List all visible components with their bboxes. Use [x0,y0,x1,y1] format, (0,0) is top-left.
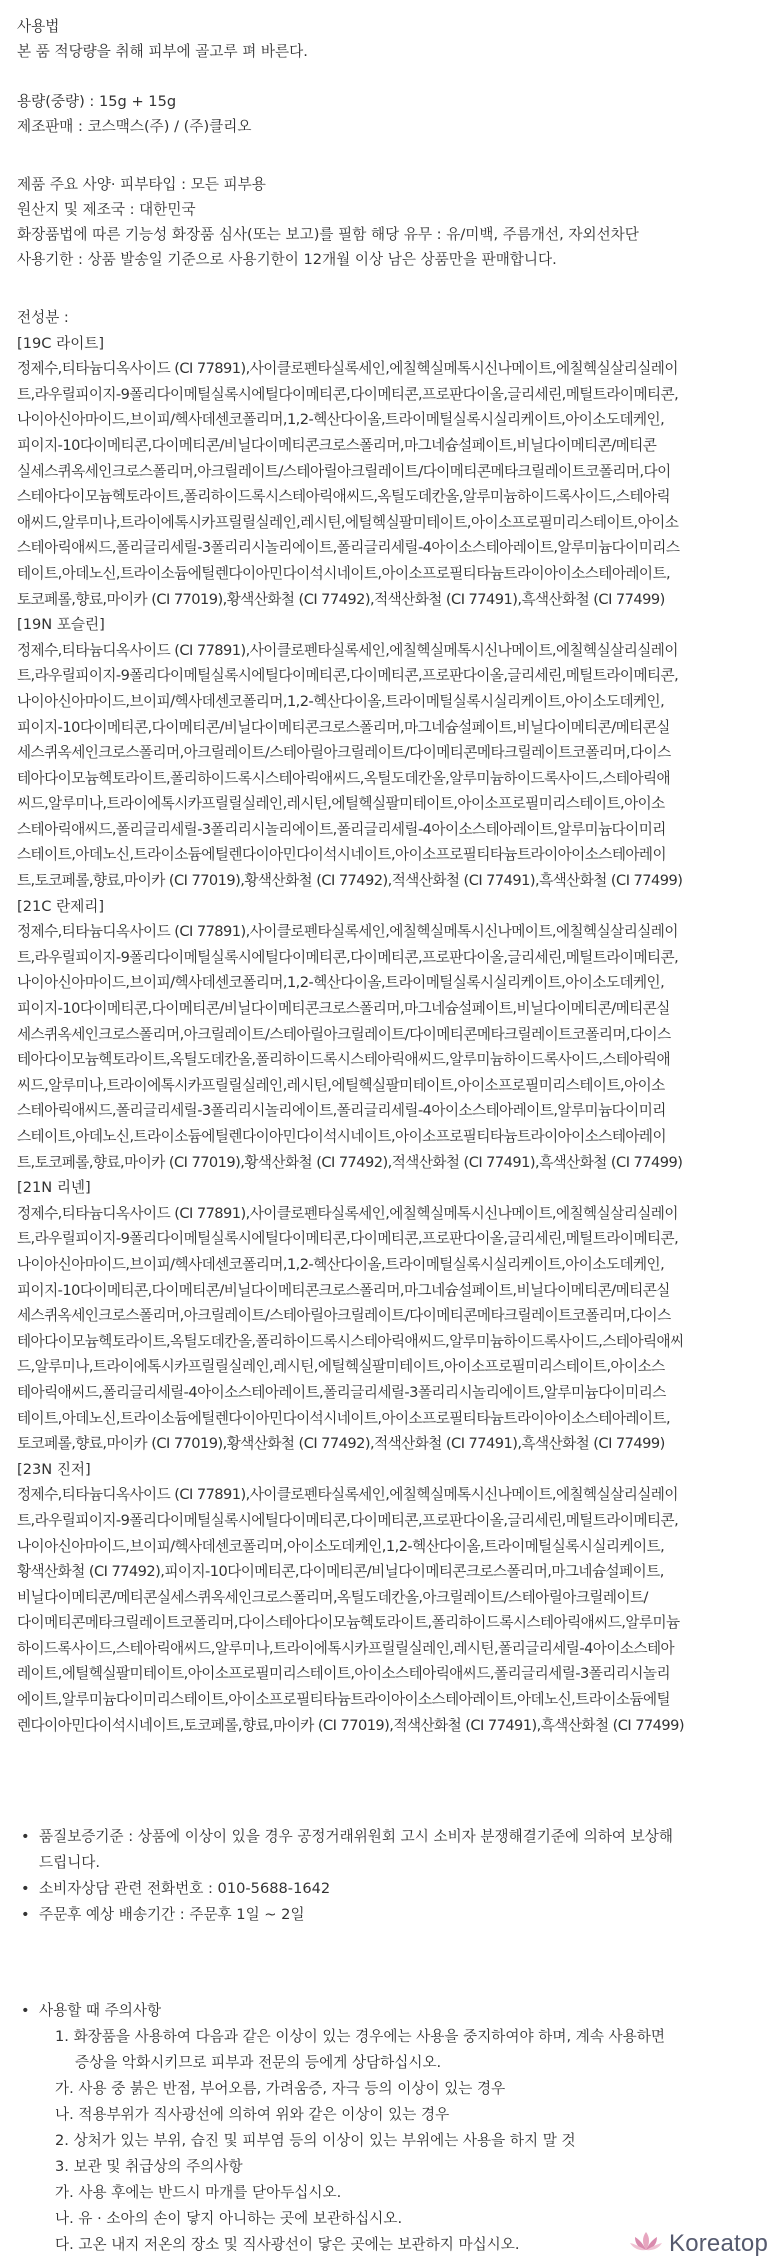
caution-item: 나. 유 · 소아의 손이 닿지 아니하는 곳에 보관하십시오. [55,2210,403,2228]
notice-line: 주문후 예상 배송기간 : 주문후 1일 ~ 2일 [39,1906,305,1924]
ingredient-line: 피이지-10다이메티콘,다이메티콘/비닐다이메티콘크로스폴리머,마그네슘설페이트,비닐다이메티콘/메티콘 [17,436,657,454]
ingredient-line: 비닐다이메티콘/메티콘실세스퀴옥세인크로스폴리머,옥틸도데칸올,아크릴레이트/스테아릴아크릴레이트/ [17,1588,648,1606]
caution-title: 사용할 때 주의사항 [39,2002,162,2020]
ingredient-line: 트,라우릴피이지-9폴리다이메틸실록시에틸다이메티콘,다이메티콘,프로판다이올,글리세린,메틸트라이메티콘, [17,667,679,685]
capacity-text: 용량(중량) : 15g + 15g [17,93,177,110]
ingredient-line: 토코페롤,향료,마이카 (CI 77019),황색산화철 (CI 77492),적색산화철 (CI 77491),흑색산화철 (CI 77499) [17,1435,665,1453]
ingredient-line: 테아릭애씨드,폴리글리세릴-4아이소스테아레이트,폴리글리세릴-3폴리리시놀리에이트,알루미늄다이미리스 [17,1383,666,1401]
ingredient-line: 트,라우릴피이지-9폴리다이메틸실록시에틸다이메티콘,다이메티콘,프로판다이올,글리세린,메틸트라이메티콘, [17,1511,679,1529]
shade-name: [21C 란제리] [17,897,105,915]
ingredient-line: 피이지-10다이메티콘,다이메티콘/비닐다이메티콘크로스폴리머,마그네슘설페이트,비닐다이메티콘/메티콘실 [17,718,670,736]
usage-title: 사용법 [17,18,60,35]
shade-name: [19C 라이트] [17,334,105,352]
functional-text: 화장품법에 따른 기능성 화장품 심사(또는 보고)를 필함 해당 유무 : 유/미백, 주름개선, 자외선차단 [17,226,639,243]
ingredient-line: 씨드,알루미나,트라이에톡시카프릴릴실레인,레시틴,에틸헥실팔미테이트,아이소프로필미리스테이트,아이소 [17,1076,665,1094]
ingredient-line: 스테아릭애씨드,폴리글리세릴-3폴리리시놀리에이트,폴리글리세릴-4아이소스테아레이트,알루미늄다이미리 [17,1102,666,1120]
ingredient-line: 세스퀴옥세인크로스폴리머,아크릴레이트/스테아릴아크릴레이트/다이메티콘메타크릴레이트코폴리머,다이스 [17,1025,671,1043]
ingredient-line: 에이트,알루미늄다이미리스테이트,아이소프로필티타늄트라이아이소스테아레이트,아데노신,트라이소듐에틸 [17,1691,671,1709]
ingredient-line: 테이트,아데노신,트라이소듐에틸렌다이아민다이석시네이트,아이소프로필티타늄트라이아이소스테아레이트, [17,564,671,582]
caution-item: 다. 고온 내지 저온의 장소 및 직사광선이 닿은 곳에는 보관하지 마십시오. [55,2236,520,2254]
ingredient-line: 트,토코페롤,향료,마이카 (CI 77019),황색산화철 (CI 77492),적색산화철 (CI 77491),흑색산화철 (CI 77499) [17,872,683,890]
ingredient-line: 스테아릭애씨드,폴리글리세릴-3폴리리시놀리에이트,폴리글리세릴-4아이소스테아레이트,알루미늄다이미리 [17,820,666,838]
ingredient-line: 레이트,에틸헥실팔미테이트,아이소프로필미리스테이트,아이소스테아릭애씨드,폴리글리세릴-3폴리리시놀리 [17,1665,670,1683]
ingredient-line: 정제수,티타늄디옥사이드 (CI 77891),사이클로펜타실록세인,에칠헥실메톡시신나메이트,에칠헥실살리실레이 [17,1204,678,1222]
caution-item: 가. 사용 중 붉은 반점, 부어오름, 가려움증, 자극 등의 이상이 있는 경우 [55,2080,506,2098]
watermark-text: Koreatop [668,2230,768,2257]
ingredient-line: 나이아신아마이드,브이피/헥사데센코폴리머,1,2-헥산다이올,트라이메틸실록시실리케이트,아이소도데케인, [17,411,665,429]
notice-item [17,1824,771,1876]
ingredient-line: 나이아신아마이드,브이피/헥사데센코폴리머,1,2-헥산다이올,트라이메틸실록시실리케이트,아이소도데케인, [17,692,665,710]
notice-line: 드립니다. [39,1854,101,1872]
ingredient-line: 피이지-10다이메티콘,다이메티콘/비닐다이메티콘크로스폴리머,마그네슘설페이트,비닐다이메티콘/메티콘실 [17,1281,670,1299]
skin-type-text: 제품 주요 사양· 피부타입 : 모든 피부용 [17,176,266,193]
ingredient-line: 나이아신아마이드,브이피/헥사데센코폴리머,1,2-헥산다이올,트라이메틸실록시실리케이트,아이소도데케인, [17,974,665,992]
ingredient-line: 황색산화철 (CI 77492),피이지-10다이메티콘,다이메티콘/비닐다이메티콘크로스폴리머,마그네슘설페이트, [17,1563,664,1581]
usage-text: 본 품 적당량을 취해 피부에 골고루 펴 바른다. [17,43,308,60]
ingredient-shades [17,331,771,1739]
shade-name: [21N 리넨] [17,1179,91,1197]
notice-item [17,1876,771,1902]
notice-line: 소비자상담 관련 전화번호 : 010-5688-1642 [39,1880,331,1898]
caution-item: 3. 보관 및 취급상의 주의사항 [55,2158,243,2176]
ingredient-line: 트,토코페롤,향료,마이카 (CI 77019),황색산화철 (CI 77492),적색산화철 (CI 77491),흑색산화철 (CI 77499) [17,1153,683,1171]
bullet-dot: • [21,2002,30,2020]
caution-item: 나. 적용부위가 직사광선에 의하여 위와 같은 이상이 있는 경우 [55,2106,450,2124]
ingredient-line: 하이드록사이드,스테아릭애씨드,알루미나,트라이에톡시카프릴릴실레인,레시틴,폴리글리세릴-4아이소스테아 [17,1639,675,1657]
koreatop-watermark [629,2229,768,2259]
ingredient-line: 씨드,알루미나,트라이에톡시카프릴릴실레인,레시틴,에틸헥실팔미테이트,아이소프로필미리스테이트,아이소 [17,795,665,813]
caution-item: 증상을 악화시키므로 피부과 전문의 등에게 상담하십시오. [75,2054,442,2072]
ingredient-line: 드,알루미나,트라이에톡시카프릴릴실레인,레시틴,에틸헥실팔미테이트,아이소프로필미리스테이트,아이소스 [17,1358,665,1376]
maker-text: 제조판매 : 코스맥스(주) / (주)클리오 [17,118,252,135]
caution-item: 가. 사용 후에는 반드시 마개를 닫아두십시오. [55,2184,342,2202]
ingredients-title: 전성분 : [17,309,69,326]
ingredient-line: 트,라우릴피이지-9폴리다이메틸실록시에틸다이메티콘,다이메티콘,프로판다이올,글리세린,메틸트라이메티콘, [17,948,679,966]
bullet-dot: • [21,1906,30,1924]
bullet-dot: • [21,1828,30,1846]
ingredient-line: 테아다이모늄헥토라이트,옥틸도데칸올,폴리하이드록시스테아릭애씨드,알루미늄하이드록사이드,스테아릭애씨 [17,1332,684,1350]
shade-name: [23N 진저] [17,1460,91,1478]
ingredient-line: 실세스퀴옥세인크로스폴리머,아크릴레이트/스테아릴아크릴레이트/다이메티콘메타크릴레이트코폴리머,다이 [17,462,671,480]
ingredient-line: 테아다이모늄헥토라이트,폴리하이드록시스테아릭애씨드,옥틸도데칸올,알루미늄하이드록사이드,스테아릭애 [17,769,671,787]
notice-item [17,1902,771,1928]
caution-item: 1. 화장품을 사용하여 다음과 같은 이상이 있는 경우에는 사용을 중지하여야 하며, 계속 사용하면 [55,2028,665,2046]
ingredient-line: 세스퀴옥세인크로스폴리머,아크릴레이트/스테아릴아크릴레이트/다이메티콘메타크릴레이트코폴리머,다이스 [17,744,671,762]
ingredient-line: 스테아릭애씨드,폴리글리세릴-3폴리리시놀리에이트,폴리글리세릴-4아이소스테아레이트,알루미늄다이미리스 [17,539,680,557]
shade-name: [19N 포슬린] [17,616,105,634]
ingredient-line: 정제수,티타늄디옥사이드 (CI 77891),사이클로펜타실록세인,에칠헥실메톡시신나메이트,에칠헥실살리실레이 [17,360,678,378]
notice-list [17,1824,771,1928]
ingredient-line: 테이트,아데노신,트라이소듐에틸렌다이아민다이석시네이트,아이소프로필티타늄트라이아이소스테아레이트, [17,1409,671,1427]
notice-line: 품질보증기준 : 상품에 이상이 있을 경우 공정거래위원회 고시 소비자 분쟁해결기준에 의하여 보상해 [39,1828,673,1846]
ingredient-line: 나이아신아마이드,브이피/헥사데센코폴리머,아이소도데케인,1,2-헥산다이올,트라이메틸실록시실리케이트, [17,1537,665,1555]
ingredient-line: 다이메티콘메타크릴레이트코폴리머,다이스테아다이모늄헥토라이트,폴리하이드록시스테아릭애씨드,알루미늄 [17,1614,680,1632]
content-area [17,14,771,2258]
lotus-icon [629,2229,663,2259]
origin-text: 원산지 및 제조국 : 대한민국 [17,201,196,218]
bullet-dot: • [21,1880,30,1898]
ingredient-line: 나이아신아마이드,브이피/헥사데센코폴리머,1,2-헥산다이올,트라이메틸실록시실리케이트,아이소도데케인, [17,1255,665,1273]
caution-heading [17,1998,771,2024]
ingredient-line: 세스퀴옥세인크로스폴리머,아크릴레이트/스테아릴아크릴레이트/다이메티콘메타크릴레이트코폴리머,다이스 [17,1307,671,1325]
ingredient-line: 스테이트,아데노신,트라이소듐에틸렌다이아민다이석시네이트,아이소프로필티타늄트라이아이소스테아레이 [17,846,667,864]
ingredient-line: 테아다이모늄헥토라이트,옥틸도데칸올,폴리하이드록시스테아릭애씨드,알루미늄하이드록사이드,스테아릭애 [17,1051,671,1069]
caution-list [17,2024,771,2258]
caution-item: 2. 상처가 있는 부위, 습진 및 피부염 등의 이상이 있는 부위에는 사용을 하지 말 것 [55,2132,576,2150]
ingredient-line: 트,라우릴피이지-9폴리다이메틸실록시에틸다이메티콘,다이메티콘,프로판다이올,글리세린,메틸트라이메티콘, [17,385,679,403]
ingredient-line: 정제수,티타늄디옥사이드 (CI 77891),사이클로펜타실록세인,에칠헥실메톡시신나메이트,에칠헥실살리실레이 [17,1486,678,1504]
ingredient-line: 토코페롤,향료,마이카 (CI 77019),황색산화철 (CI 77492),적색산화철 (CI 77491),흑색산화철 (CI 77499) [17,590,665,608]
ingredient-line: 트,라우릴피이지-9폴리다이메틸실록시에틸다이메티콘,다이메티콘,프로판다이올,글리세린,메틸트라이메티콘, [17,1230,679,1248]
ingredient-line: 정제수,티타늄디옥사이드 (CI 77891),사이클로펜타실록세인,에칠헥실메톡시신나메이트,에칠헥실살리실레이 [17,641,678,659]
expiry-text: 사용기한 : 상품 발송일 기준으로 사용기한이 12개월 이상 남은 상품만을 판매합니다. [17,251,557,268]
ingredient-line: 스테이트,아데노신,트라이소듐에틸렌다이아민다이석시네이트,아이소프로필티타늄트라이아이소스테아레이 [17,1128,667,1145]
ingredient-line: 렌다이아민다이석시네이트,토코페롤,향료,마이카 (CI 77019),적색산화철 (CI 77491),흑색산화철 (CI 77499) [17,1716,685,1734]
ingredient-line: 스테아다이모늄헥토라이트,폴리하이드록시스테아릭애씨드,옥틸도데칸올,알루미늄하이드록사이드,스테아릭 [17,488,671,506]
ingredient-line: 정제수,티타늄디옥사이드 (CI 77891),사이클로펜타실록세인,에칠헥실메톡시신나메이트,에칠헥실살리실레이 [17,923,678,941]
ingredient-line: 애씨드,알루미나,트라이에톡시카프릴릴실레인,레시틴,에틸헥실팔미테이트,아이소프로필미리스테이트,아이소 [17,513,679,531]
ingredient-line: 피이지-10다이메티콘,다이메티콘/비닐다이메티콘크로스폴리머,마그네슘설페이트,비닐다이메티콘/메티콘실 [17,1000,670,1018]
